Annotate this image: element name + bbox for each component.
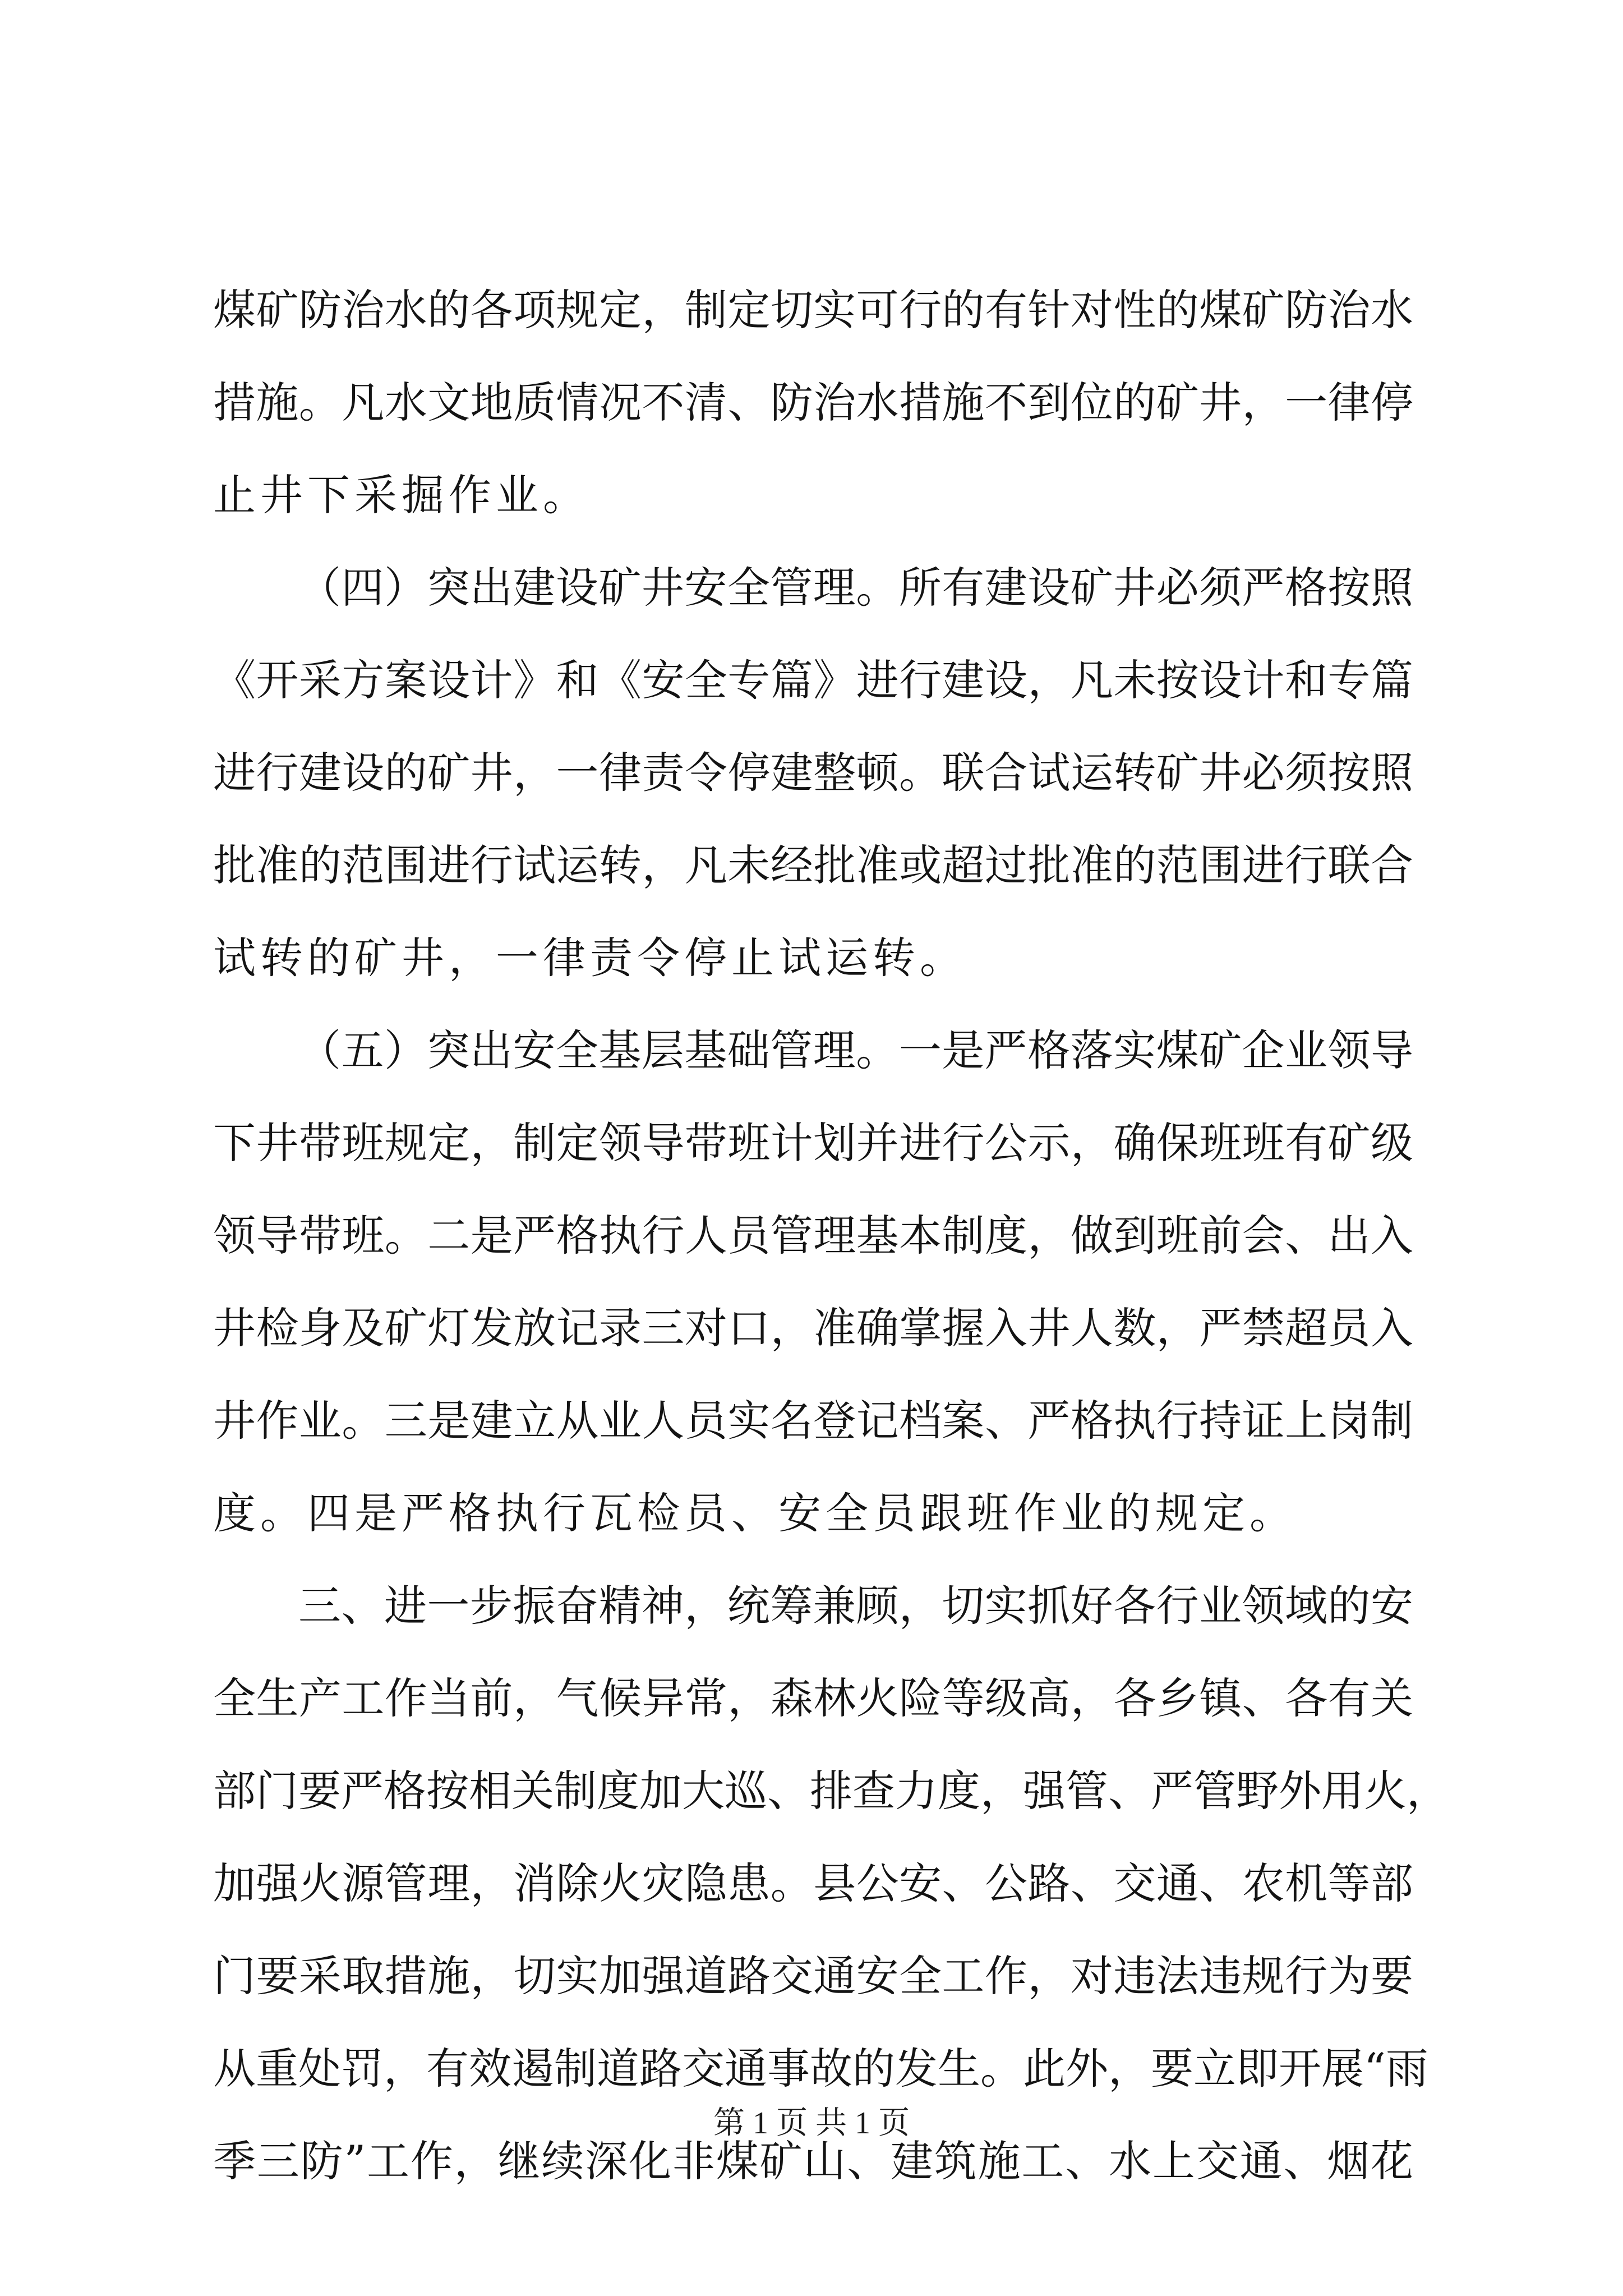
text-line: 煤矿防治水的各项规定，制定切实可行的有针对性的煤矿防治水	[213, 285, 1413, 335]
section-heading-line: （四）突出建设矿井安全管理。所有建设矿井必须严格按照	[298, 563, 1413, 613]
page-footer	[0, 2101, 1623, 2146]
text-line: 部门要严格按相关制度加大巡、排查力度，强管、严管野外用火，	[213, 1766, 1449, 1816]
text-line: 批准的范围进行试运转，凡未经批准或超过批准的范围进行联合	[213, 840, 1413, 890]
text-line: 止井下采掘作业。	[213, 470, 590, 520]
text-line: 进行建设的矿井，一律责令停建整顿。联合试运转矿井必须按照	[213, 748, 1413, 798]
text-line: 措施。凡水文地质情况不清、防治水措施不到位的矿井，一律停	[213, 378, 1413, 427]
text-line: 加强火源管理，消除火灾隐患。县公安、公路、交通、农机等部	[213, 1858, 1413, 1908]
text-line: 度。四是严格执行瓦检员、安全员跟班作业的规定。	[213, 1488, 1297, 1538]
text-line: 井作业。三是建立从业人员实名登记档案、严格执行持证上岗制	[213, 1396, 1413, 1446]
text-line: 季三防”工作，继续深化非煤矿山、建筑施工、水上交通、烟花	[213, 2136, 1413, 2186]
text-line: 井检身及矿灯发放记录三对口，准确掌握入井人数，严禁超员入	[213, 1303, 1413, 1353]
text-line: 门要采取措施，切实加强道路交通安全工作，对违法违规行为要	[213, 1951, 1413, 2001]
page-number-label: 第 1 页 共 1 页	[713, 2106, 910, 2141]
text-line: 全生产工作当前，气候异常，森林火险等级高，各乡镇、各有关	[213, 1673, 1413, 1723]
body-text	[213, 264, 1449, 2207]
text-line: 领导带班。二是严格执行人员管理基本制度，做到班前会、出入	[213, 1211, 1413, 1260]
section-heading-line: （五）突出安全基层基础管理。一是严格落实煤矿企业领导	[298, 1025, 1413, 1075]
text-line: 下井带班规定，制定领导带班计划并进行公示，确保班班有矿级	[213, 1118, 1413, 1168]
text-line: 从重处罚，有效遏制道路交通事故的发生。此外，要立即开展“雨	[213, 2044, 1428, 2093]
section-heading-line: 三、进一步振奋精神，统筹兼顾，切实抓好各行业领域的安	[298, 1581, 1413, 1631]
text-line: 《开采方案设计》和《安全专篇》进行建设，凡未按设计和专篇	[213, 655, 1413, 705]
text-line: 试转的矿井，一律责令停止试运转。	[213, 933, 967, 983]
